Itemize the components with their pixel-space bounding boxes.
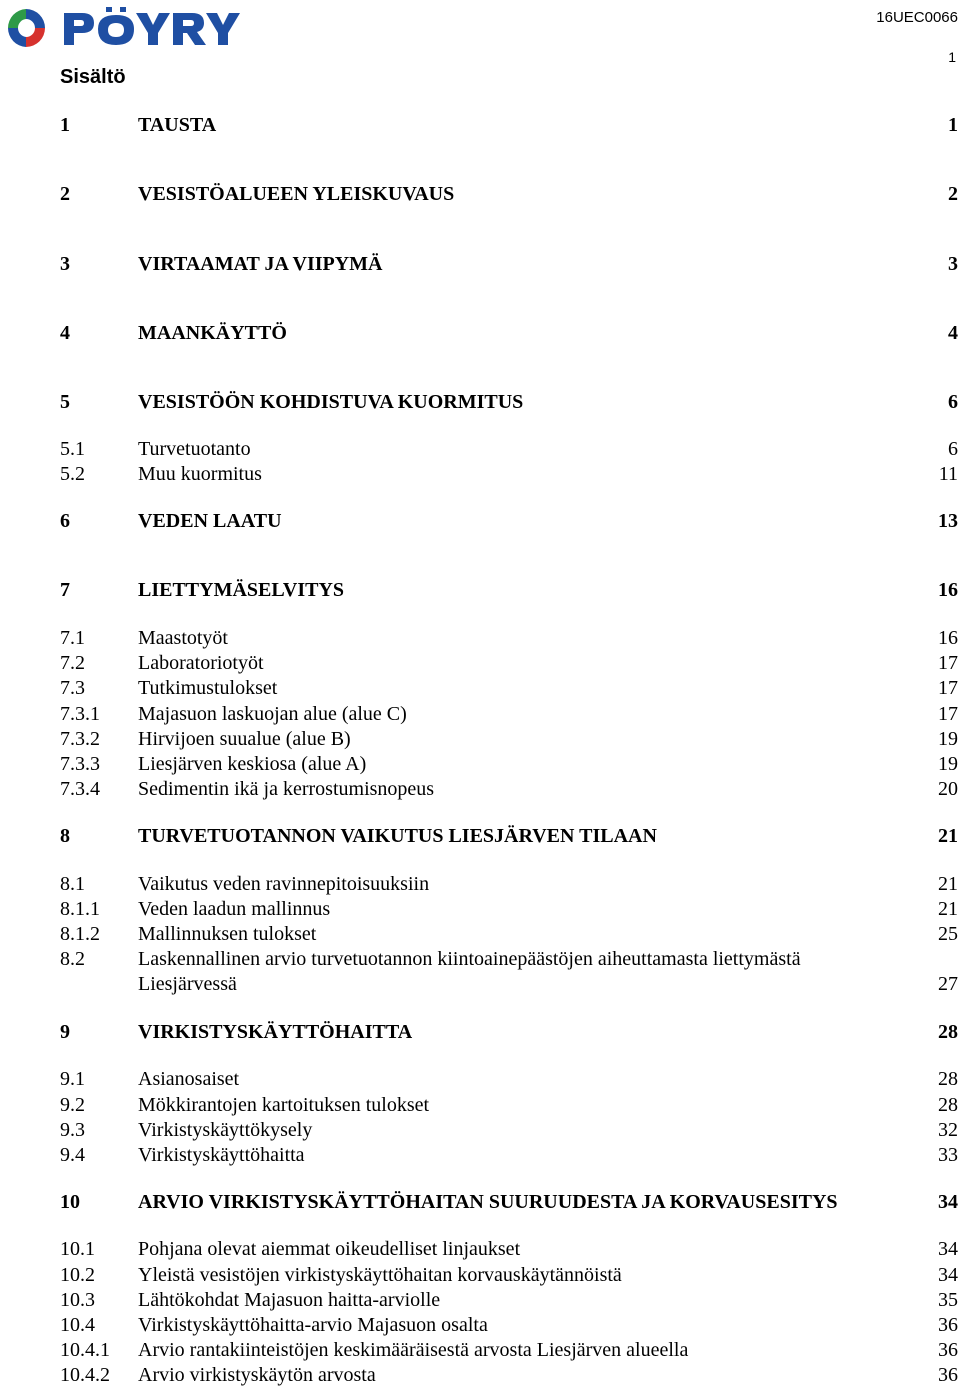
toc-entry-page: 28	[938, 1094, 958, 1116]
toc-entry-page: 2	[948, 183, 958, 205]
toc-entry-number: 7.3.3	[60, 753, 100, 775]
toc-entry-page: 21	[938, 873, 958, 895]
toc-entry-page: 35	[938, 1289, 958, 1311]
toc-entry-page: 16	[938, 579, 958, 601]
toc-entry-page: 17	[938, 677, 958, 699]
toc-entry-number: 8	[60, 825, 70, 847]
toc-entry-title: TURVETUOTANNON VAIKUTUS LIESJÄRVEN TILAAN	[138, 825, 657, 847]
toc-entry-number: 10.4.1	[60, 1339, 110, 1361]
toc-entry-title: VIRTAAMAT JA VIIPYMÄ	[138, 253, 383, 275]
toc-entry-title: Liesjärven keskiosa (alue A)	[138, 753, 367, 775]
toc-entry-number: 10.4	[60, 1314, 95, 1336]
toc-entry-title: Tutkimustulokset	[138, 677, 278, 699]
toc-entry-page: 1	[948, 114, 958, 136]
toc-entry-title: Yleistä vesistöjen virkistyskäyttöhaitan korvauskäytännöistä	[138, 1264, 622, 1286]
toc-entry-title: Majasuon laskuojan alue (alue C)	[138, 703, 407, 725]
toc-entry-number: 2	[60, 183, 70, 205]
page-header	[0, 0, 960, 65]
toc-entry-title: VEDEN LAATU	[138, 510, 282, 532]
toc-entry-title: Muu kuormitus	[138, 463, 262, 485]
toc-entry-page: 17	[938, 652, 958, 674]
toc-entry-number: 7	[60, 579, 70, 601]
toc-entry-title: Virkistyskäyttökysely	[138, 1119, 313, 1141]
toc-entry-page: 28	[938, 1068, 958, 1090]
toc-entry-page: 34	[938, 1191, 958, 1213]
toc-entry-title: Laboratoriotyöt	[138, 652, 264, 674]
toc-entry-page: 11	[938, 463, 958, 485]
toc-entry-number: 1	[60, 114, 70, 136]
toc-entry-title: Pohjana olevat aiemmat oikeudelliset linjaukset	[138, 1238, 521, 1260]
toc-entry-number: 6	[60, 510, 70, 532]
toc-entry-page: 6	[948, 438, 958, 460]
toc-entry-page: 27	[938, 973, 958, 995]
toc-entry-number: 8.2	[60, 948, 85, 970]
toc-entry-title: Arvio rantakiinteistöjen keskimääräisestä arvosta Liesjärven alueella	[138, 1339, 689, 1361]
toc-entry-number: 9.1	[60, 1068, 85, 1090]
toc-entry-page: 21	[938, 898, 958, 920]
toc-entry-number: 9.3	[60, 1119, 85, 1141]
toc-entry-page: 33	[938, 1144, 958, 1166]
toc-entry-number: 7.3.2	[60, 728, 100, 750]
toc-entry-page: 36	[938, 1314, 958, 1336]
toc-entry-number: 7.3.4	[60, 778, 100, 800]
toc-entry-page: 19	[938, 728, 958, 750]
toc-entry-number: 8.1.2	[60, 923, 100, 945]
toc-entry-title: Vaikutus veden ravinnepitoisuuksiin	[138, 873, 430, 895]
toc-entry-number: 8.1.1	[60, 898, 100, 920]
toc-entry-number: 10.4.2	[60, 1364, 110, 1386]
toc-entry-title: Turvetuotanto	[138, 438, 251, 460]
toc-entry-number: 5.1	[60, 438, 85, 460]
toc-entry-page: 16	[938, 627, 958, 649]
toc-entry-title: VESISTÖALUEEN YLEISKUVAUS	[138, 183, 455, 205]
toc-entry-number: 10.3	[60, 1289, 95, 1311]
toc-entry-number: 10	[60, 1191, 80, 1213]
toc-entry-title: Lähtökohdat Majasuon haitta-arviolle	[138, 1289, 441, 1311]
poyry-logo	[4, 5, 244, 56]
toc-entry-title: ARVIO VIRKISTYSKÄYTTÖHAITAN SUURUUDESTA JA KORVAUSESITYS	[138, 1191, 838, 1213]
toc-entry-page: 17	[938, 703, 958, 725]
toc-entry-title: LIETTYMÄSELVITYS	[138, 579, 345, 601]
toc-entry-number: 3	[60, 253, 70, 275]
toc-entry-number: 5	[60, 391, 70, 413]
toc-entry-page: 20	[938, 778, 958, 800]
toc-entry-number: 10.2	[60, 1264, 95, 1286]
toc-entry-number: 8.1	[60, 873, 85, 895]
toc-entry-number: 7.2	[60, 652, 85, 674]
toc-entry-title: Sedimentin ikä ja kerrostumisnopeus	[138, 778, 435, 800]
toc-entry-number: 9.4	[60, 1144, 85, 1166]
toc-entry-number: 4	[60, 322, 70, 344]
toc-entry-number: 7.3	[60, 677, 85, 699]
toc-entry-title: MAANKÄYTTÖ	[138, 322, 287, 344]
toc-entry-number: 9.2	[60, 1094, 85, 1116]
toc-entry-page: 34	[938, 1238, 958, 1260]
toc-entry-title: VIRKISTYSKÄYTTÖHAITTA	[138, 1021, 413, 1043]
toc-entry-title: VESISTÖÖN KOHDISTUVA KUORMITUS	[138, 391, 524, 413]
toc-entry-title: Laskennallinen arvio turvetuotannon kiintoainepäästöjen aiheuttamasta liettymästä Liesjärvessä	[138, 948, 801, 995]
toc-entry-title: TAUSTA	[138, 114, 217, 136]
toc-entry-title: Arvio virkistyskäytön arvosta	[138, 1364, 376, 1386]
toc-entry-page: 3	[948, 253, 958, 275]
toc-entry-title: Virkistyskäyttöhaitta	[138, 1144, 305, 1166]
toc-entry-number: 9	[60, 1021, 70, 1043]
toc-entry-number: 7.3.1	[60, 703, 100, 725]
toc-entry-title: Maastotyöt	[138, 627, 228, 649]
toc-entry-page: 25	[938, 923, 958, 945]
toc-entry-title: Mallinnuksen tulokset	[138, 923, 317, 945]
toc-entry-page: 21	[938, 825, 958, 847]
toc-entry-number: 10.1	[60, 1238, 95, 1260]
toc-entry-page: 34	[938, 1264, 958, 1286]
toc-entry-page: 4	[948, 322, 958, 344]
toc-entry-page: 19	[938, 753, 958, 775]
toc-entry-title: Mökkirantojen kartoituksen tulokset	[138, 1094, 430, 1116]
toc-entry-title: Virkistyskäyttöhaitta-arvio Majasuon osalta	[138, 1314, 488, 1336]
toc-entry-title: Hirvijoen suualue (alue B)	[138, 728, 351, 750]
toc-entry-page: 36	[938, 1339, 958, 1361]
toc-entry-title: Asianosaiset	[138, 1068, 240, 1090]
document-code: 16UEC0066	[876, 9, 958, 26]
page-number: 1	[948, 49, 956, 65]
toc-entry-page: 32	[938, 1119, 958, 1141]
toc-entry-title: Veden laadun mallinnus	[138, 898, 331, 920]
poyry-logo-icon	[4, 5, 244, 51]
toc-entry-page: 28	[938, 1021, 958, 1043]
toc-entry-number: 5.2	[60, 463, 85, 485]
toc-entry-page: 6	[948, 391, 958, 413]
toc-entry[interactable]	[60, 947, 958, 997]
toc-entry-number: 7.1	[60, 627, 85, 649]
toc-heading: Sisältö	[60, 66, 126, 88]
toc-entry-page: 13	[938, 510, 958, 532]
toc-entry-page: 36	[938, 1364, 958, 1386]
